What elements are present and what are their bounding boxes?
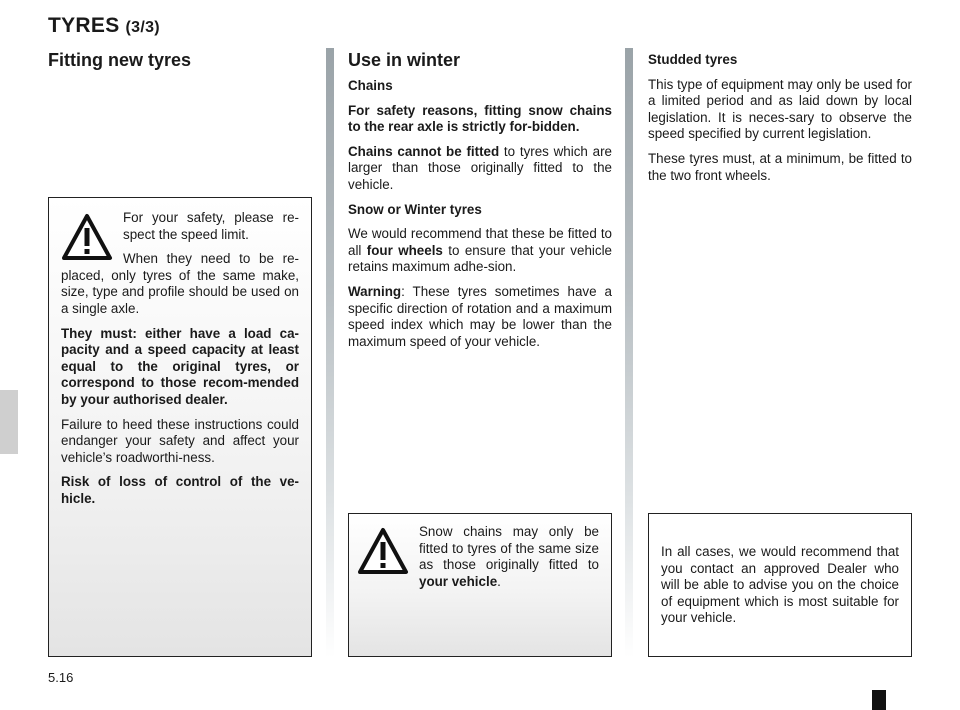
snow-chains-text-a: Snow chains may only be fitted to tyres of the same size as those originally fitted to: [419, 524, 599, 573]
page-title-sub: (3/3): [125, 19, 160, 36]
snow-tyres-title: Snow or Winter tyres: [348, 201, 482, 217]
chains-cannot-bold: Chains cannot be fitted: [348, 143, 500, 159]
page-number: 5.16: [48, 670, 74, 685]
safety-warning-content: [61, 210, 299, 508]
snow-text-bold: four wheels: [366, 242, 443, 258]
section-tab: [0, 390, 18, 454]
safety-warning-box: [48, 197, 312, 657]
chains-title: Chains: [348, 78, 393, 93]
dealer-advice-text: In all cases, we would recommend that you contact an approved Dealer who will be able to advise you on the choice of equipment which is most suitable for your vehicle.: [661, 544, 899, 626]
warning-triangle-icon: [61, 212, 113, 262]
use-in-winter-heading: Use in winter: [348, 50, 461, 70]
studded-tyres-text: [648, 52, 912, 192]
snow-text-b: to ensure that your vehicle retains maximum adhe-sion.: [348, 242, 612, 275]
snow-chains-warning-box: [348, 513, 612, 657]
snow-tyres-paragraph: [348, 226, 612, 276]
warning-risk: Risk of loss of control of the ve-hicle.: [61, 474, 299, 506]
fitting-new-tyres-heading: Fitting new tyres: [48, 50, 192, 70]
snow-chains-warning-content: [357, 524, 599, 590]
snow-chains-text-end: .: [497, 573, 501, 589]
snow-text-a: We would recommend that these be fitted to all: [348, 226, 612, 258]
page-corner-mark: [872, 690, 886, 710]
warning-load-capacity: They must: either have a load ca-pacity and a speed capacity at least equal to the original tyres, or correspond to those recom-mended by your authorised dealer.: [61, 325, 299, 407]
warning-replacement: When they need to be re-placed, only tyres of the same make, size, type and profile should be used on a single axle.: [61, 251, 299, 316]
column-divider-left: [326, 48, 334, 658]
dealer-advice-box: [648, 513, 912, 657]
page-title-text: TYRES: [48, 14, 120, 37]
studded-tyres-paragraph-2: These tyres must, at a minimum, be fitted to the two front wheels.: [648, 150, 912, 183]
chains-cannot-rest: to tyres which are larger than those originally fitted to the vehicle.: [348, 143, 612, 192]
chains-cannot-paragraph: [348, 144, 612, 194]
column-divider-right: [625, 48, 633, 658]
warning-rest: : These tyres sometimes have a specific direction of rotation and a maximum speed index which may be lower than the maximum speed of your vehicle.: [348, 283, 612, 349]
snow-chains-text-bold: your vehicle: [419, 573, 498, 589]
chains-rear-axle-warning: For safety reasons, fitting snow chains to the rear axle is strictly for-bidden.: [348, 102, 612, 135]
page-title: [48, 14, 160, 38]
studded-tyres-title: Studded tyres: [648, 52, 738, 67]
warning-failure: Failure to heed these instructions could endanger your safety and affect your vehicle’s roadworthi-ness.: [61, 416, 299, 465]
warning-triangle-icon: [357, 526, 409, 576]
warning-paragraph: [348, 284, 612, 350]
studded-tyres-paragraph-1: This type of equipment may only be used for a limited period and as laid down by local legislation. It is neces-sary to observe the speed specified by current legislation.: [648, 76, 912, 142]
winter-text: [348, 78, 612, 358]
warning-speed-limit: For your safety, please re-spect the speed limit.: [123, 210, 299, 242]
warning-label: Warning: [348, 283, 402, 299]
